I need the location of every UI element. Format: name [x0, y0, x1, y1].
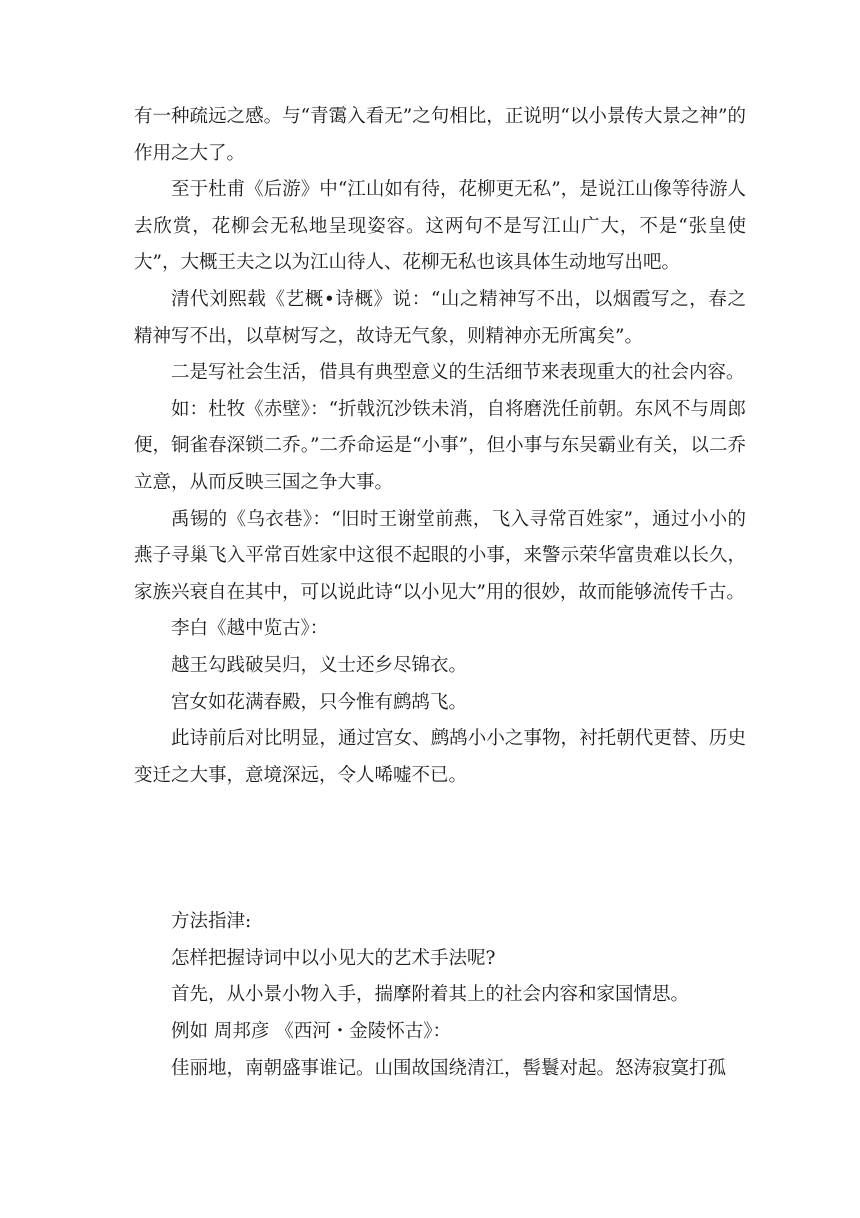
paragraph-8: 此诗前后对比明显，通过宫女、鹧鸪小小之事物，衬托朝代更替、历史变迁之大事，意境深远，令人唏嘘不已。 — [134, 728, 746, 786]
paragraph-5: 如：杜牧《赤壁》：“折戟沉沙铁未消，自将磨洗任前朝。东风不与周郎便，铜雀春深锁二乔。”二乔命运是“小事”，但小事与东吴霸业有关，以二乔立意，从而反映三国之争大事。 — [134, 398, 746, 493]
paragraph-3: 清代刘熙载《艺概•诗概》说：“山之精神写不出，以烟霞写之，春之精神写不出，以草树写之，故诗无气象，则精神亦无所寓矣”。 — [134, 288, 746, 347]
document-body — [134, 99, 746, 1087]
paragraph-2: 至于杜甫《后游》中“江山如有待，花柳更无私”，是说江山像等待游人去欣赏，花柳会无私地呈现姿容。这两句不是写江山广大，不是“张皇使大”，大概王夫之以为江山待人、花柳无私也该具体生动地写出吧。 — [134, 179, 746, 274]
method-section — [134, 904, 746, 1087]
method-example: 例如 周邦彦 《西河・金陵怀古》： — [171, 1021, 452, 1043]
method-poem-line: 佳丽地，南朝盛事谁记。山围故国绕清江，髻鬟对起。怒涛寂寞打孤 — [171, 1057, 727, 1079]
method-heading: 方法指津: — [171, 911, 252, 933]
paragraph-6: 禹锡的《乌衣巷》：“旧时王谢堂前燕，飞入寻常百姓家”，通过小小的燕子寻巢飞入平常百姓家中这很不起眼的小事，来警示荣华富贵难以长久，家族兴衰自在其中，可以说此诗“以小见大”用的很妙，故而能够流传千古。 — [134, 508, 746, 603]
method-first-step: 首先，从小景小物入手，揣摩附着其上的社会内容和家国情思。 — [171, 984, 690, 1006]
paragraph-1: 有一种疏远之感。与“青霭入看无”之句相比，正说明“以小景传大景之神”的作用之大了。 — [134, 106, 746, 164]
method-question: 怎样把握诗词中以小见大的艺术手法呢? — [171, 947, 496, 969]
poem-line-2: 宫女如花满春殿，只今惟有鹧鸪飞。 — [171, 691, 468, 713]
paragraph-7: 李白《越中览古》： — [171, 618, 329, 640]
poem-line-1: 越王勾践破吴归，义士还乡尽锦衣。 — [171, 654, 468, 676]
section-gap — [134, 794, 746, 904]
paragraph-4: 二是写社会生活，借具有典型意义的生活细节来表现重大的社会内容。 — [171, 362, 745, 384]
